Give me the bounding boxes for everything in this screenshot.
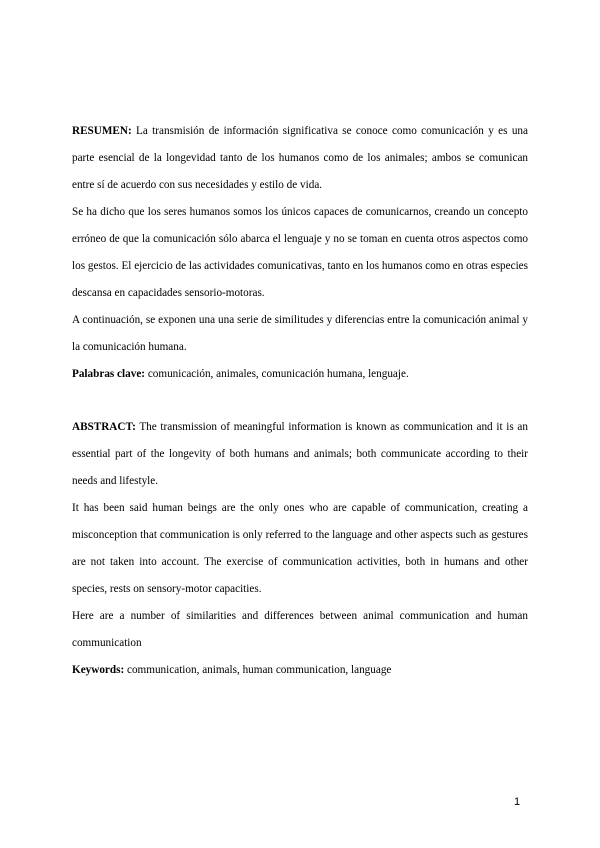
resumen-paragraph <box>72 118 528 199</box>
abstract-paragraph-2: It has been said human beings are the only ones who are capable of communication, creating a misconception that communication is only referred to the language and other aspects such as gestures are not taken into account. The exercise of communication activities, both in humans and other species, rests on sensory-motor capacities. <box>72 502 528 595</box>
abstract-paragraph <box>72 414 528 495</box>
abstract-keywords <box>72 657 528 684</box>
resumen-paragraph-2: Se ha dicho que los seres humanos somos los únicos capaces de comunicarnos, creando un concepto erróneo de que la comunicación sólo abarca el lenguaje y no se toman en cuenta otros aspectos como los gestos. El ejercicio de las actividades comunicativas, tanto en los humanos como en otras especies descansa en capacidades sensorio-motoras. <box>72 206 528 299</box>
abstract-keywords-label: Keywords: <box>72 664 125 676</box>
text-column <box>72 118 528 684</box>
resumen-keywords <box>72 361 528 388</box>
abstract-text: The transmission of meaningful information is known as communication and it is an essential part of the longevity of both humans and animals; both communicate according to their needs and lifestyle. <box>72 421 528 487</box>
abstract-keywords-text: communication, animals, human communication, language <box>127 664 392 676</box>
abstract-paragraph-3: Here are a number of similarities and differences between animal communication and human communication <box>72 610 528 649</box>
resumen-text: La transmisión de información significativa se conoce como comunicación y es una parte esencial de la longevidad tanto de los humanos como de los animales; ambos se comunican entre sí de acuerdo con sus necesidades y estilo de vida. <box>72 125 528 191</box>
resumen-paragraph-3: A continuación, se exponen una una serie de similitudes y diferencias entre la comunicación animal y la comunicación humana. <box>72 314 528 353</box>
section-spacer <box>72 388 528 414</box>
resumen-label: RESUMEN: <box>72 125 132 137</box>
abstract-label: ABSTRACT: <box>72 421 136 433</box>
resumen-keywords-label: Palabras clave: <box>72 368 146 380</box>
resumen-keywords-text: comunicación, animales, comunicación humana, lenguaje. <box>147 368 409 380</box>
page-number: 1 <box>514 796 521 808</box>
